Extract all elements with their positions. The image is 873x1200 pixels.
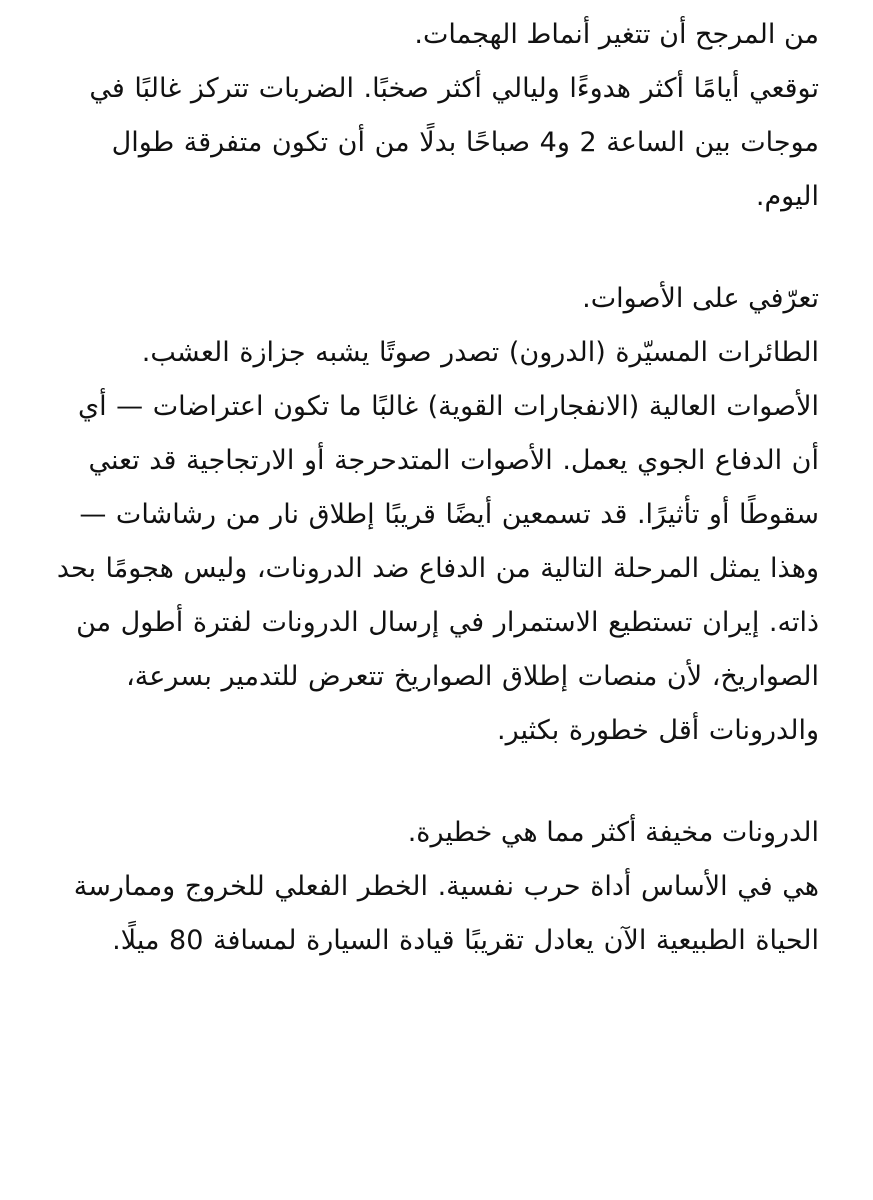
- section-heading: الدرونات مخيفة أكثر مما هي خطيرة.: [407, 817, 819, 848]
- section-body: الطائرات المسيّرة (الدرون) تصدر صوتًا يشبه جزازة العشب. الأصوات العالية (الانفجارات القوية) غالبًا ما تكون اعتراضات — أي أن الدفاع الجوي يعمل. الأصوات المتدحرجة أو الارتجاجية قد تعني سقوطًا أو تأثيرًا. قد تسمعين أيضًا قريبًا إطلاق نار من رشاشات — وهذا يمثل المرحلة التالية من الدفاع ضد الدرونات، وليس هجومًا بحد ذاته. إيران تستطيع الاستمرار في إرسال الدرونات لفترة أطول من الصواريخ، لأن منصات إطلاق الصواريخ تتعرض للتدمير بسرعة، والدرونات أقل خطورة بكثير.: [56, 337, 819, 746]
- section-sounds: [56, 272, 819, 758]
- section-drones-psychological: [56, 806, 819, 968]
- section-body: هي في الأساس أداة حرب نفسية. الخطر الفعلي للخروج وممارسة الحياة الطبيعية الآن يعادل تقريبًا قيادة السيارة لمسافة 80 ميلًا.: [73, 871, 819, 956]
- section-heading: من المرجح أن تتغير أنماط الهجمات.: [414, 19, 819, 50]
- section-heading: تعرّفي على الأصوات.: [582, 283, 819, 314]
- section-attack-patterns: [56, 8, 819, 224]
- section-body: توقعي أيامًا أكثر هدوءًا وليالي أكثر صخبًا. الضربات تتركز غالبًا في موجات بين الساعة 2 و4 صباحًا بدلًا من أن تكون متفرقة طوال اليوم.: [89, 73, 819, 212]
